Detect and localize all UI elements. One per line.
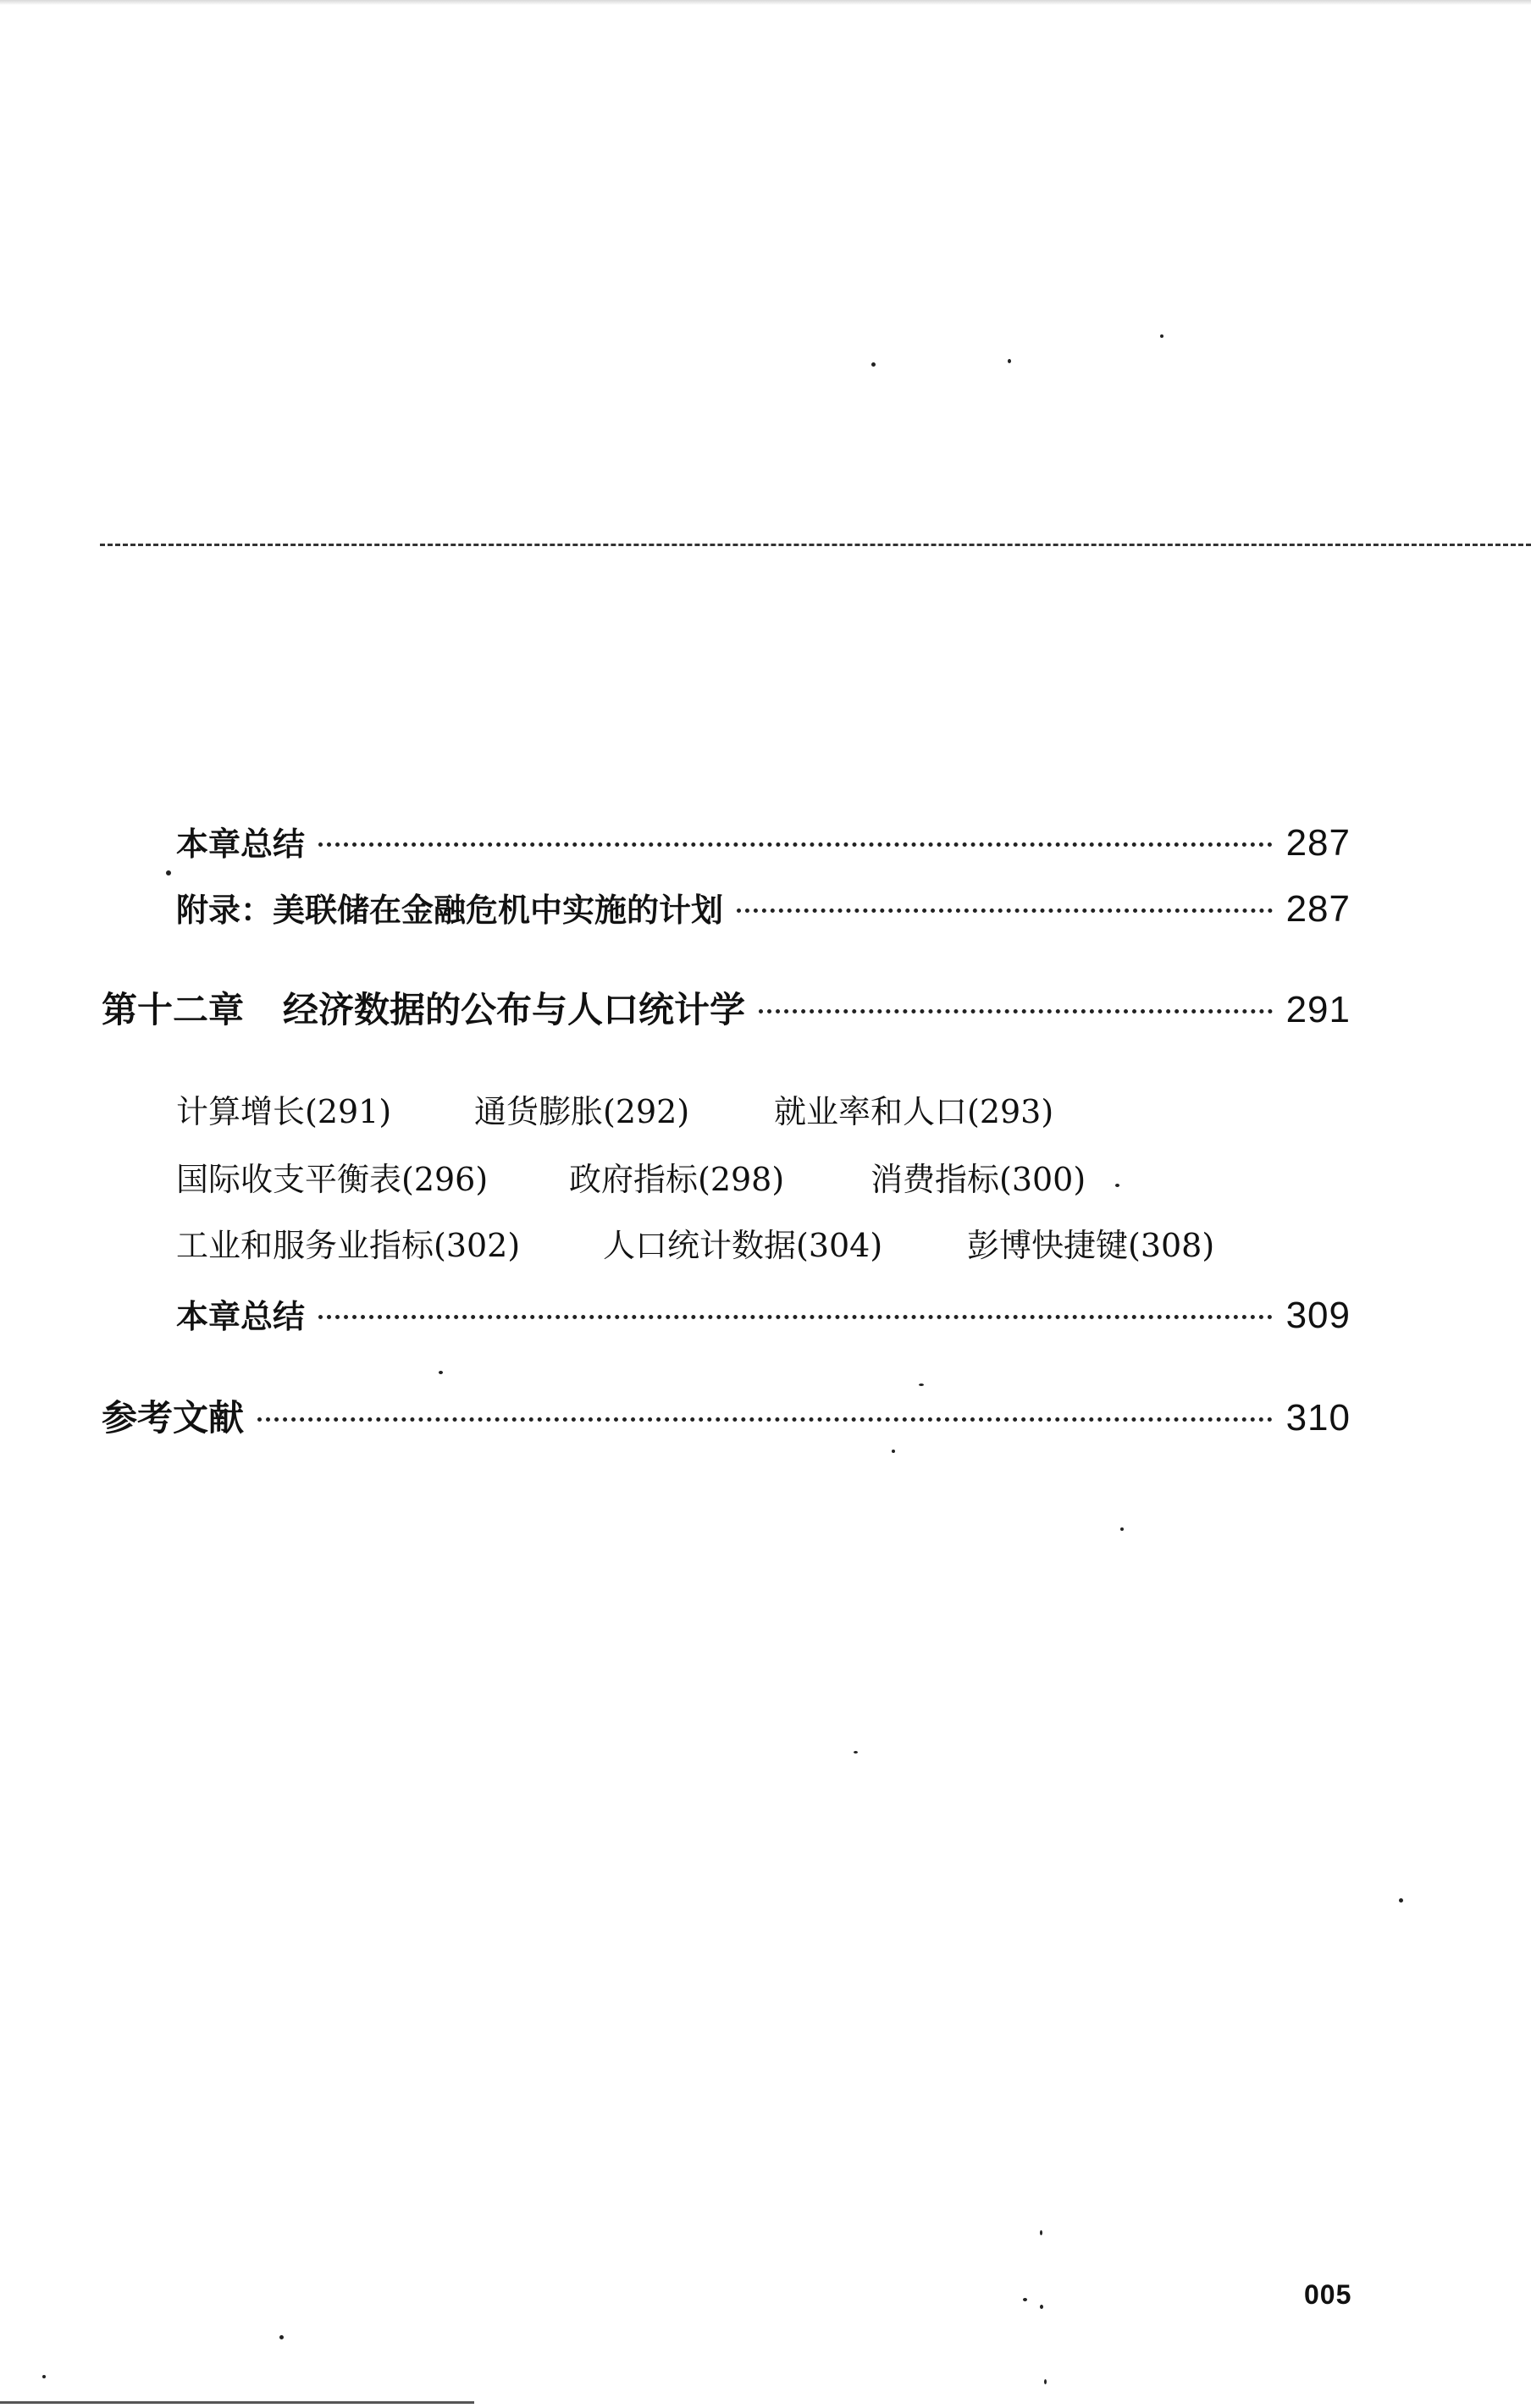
page-number: 005 — [1304, 2279, 1352, 2310]
scan-speck — [279, 2335, 284, 2339]
topic-item[interactable]: 彭博快捷键(308) — [967, 1227, 1215, 1264]
scan-speck — [854, 1751, 858, 1754]
dashed-divider — [100, 544, 1531, 546]
dot-leader — [318, 1315, 1273, 1319]
scan-speck — [439, 1371, 443, 1374]
topic-item[interactable]: 人口统计数据(304) — [603, 1227, 883, 1264]
scan-speck — [42, 2375, 46, 2378]
toc-entry-label: 本章总结 — [176, 1298, 306, 1335]
scan-speck — [1023, 2298, 1027, 2301]
scan-speck — [1008, 359, 1011, 363]
scan-speck — [1399, 1898, 1403, 1903]
toc-entry-summary[interactable] — [176, 1290, 1351, 1337]
chapter-heading — [102, 982, 745, 1033]
scan-top-edge — [0, 0, 1531, 5]
toc-page-number: 309 — [1285, 1295, 1351, 1336]
toc-entry-summary[interactable] — [176, 818, 1351, 864]
dot-leader — [318, 842, 1273, 847]
toc-page-number: 287 — [1285, 822, 1351, 864]
scan-speck — [166, 870, 171, 875]
toc-page-number: 310 — [1285, 1397, 1351, 1439]
topic-item[interactable]: 工业和服务业指标(302) — [176, 1227, 521, 1264]
toc-entry-references[interactable] — [102, 1390, 1351, 1441]
toc-entry-label: 附录：美联储在金融危机中实施的计划 — [176, 892, 724, 929]
scan-speck — [1044, 2379, 1047, 2384]
scan-bottom-edge — [0, 2401, 474, 2404]
chapter-number: 第十二章 — [102, 989, 245, 1030]
topic-item[interactable]: 政府指标(298) — [569, 1161, 785, 1198]
dot-leader — [737, 909, 1273, 913]
toc-page-number: 291 — [1285, 989, 1351, 1030]
toc-entry-label: 本章总结 — [176, 826, 306, 863]
topic-item[interactable]: 消费指标(300) — [871, 1161, 1086, 1198]
scan-speck — [892, 1450, 895, 1453]
toc-page-number: 287 — [1285, 888, 1351, 930]
toc-entry-label: 参考文献 — [102, 1397, 245, 1439]
scan-speck — [919, 1383, 924, 1386]
dot-leader — [759, 1009, 1273, 1013]
scan-speck — [1115, 1184, 1119, 1187]
scan-speck — [1040, 2230, 1042, 2235]
toc-entry-appendix[interactable] — [176, 884, 1351, 931]
dot-leader — [257, 1417, 1273, 1422]
topic-item[interactable]: 计算增长(291) — [176, 1093, 392, 1130]
scan-speck — [1040, 2305, 1043, 2309]
scan-speck — [871, 362, 876, 367]
scan-speck — [1160, 334, 1163, 338]
toc-entry-chapter-12[interactable] — [102, 982, 1351, 1033]
chapter-title: 经济数据的公布与人口统计学 — [283, 989, 746, 1030]
scan-speck — [1120, 1527, 1124, 1531]
topic-item[interactable]: 就业率和人口(293) — [774, 1093, 1054, 1130]
topic-item[interactable]: 国际收支平衡表(296) — [176, 1161, 489, 1198]
topic-item[interactable]: 通货膨胀(292) — [474, 1093, 690, 1130]
